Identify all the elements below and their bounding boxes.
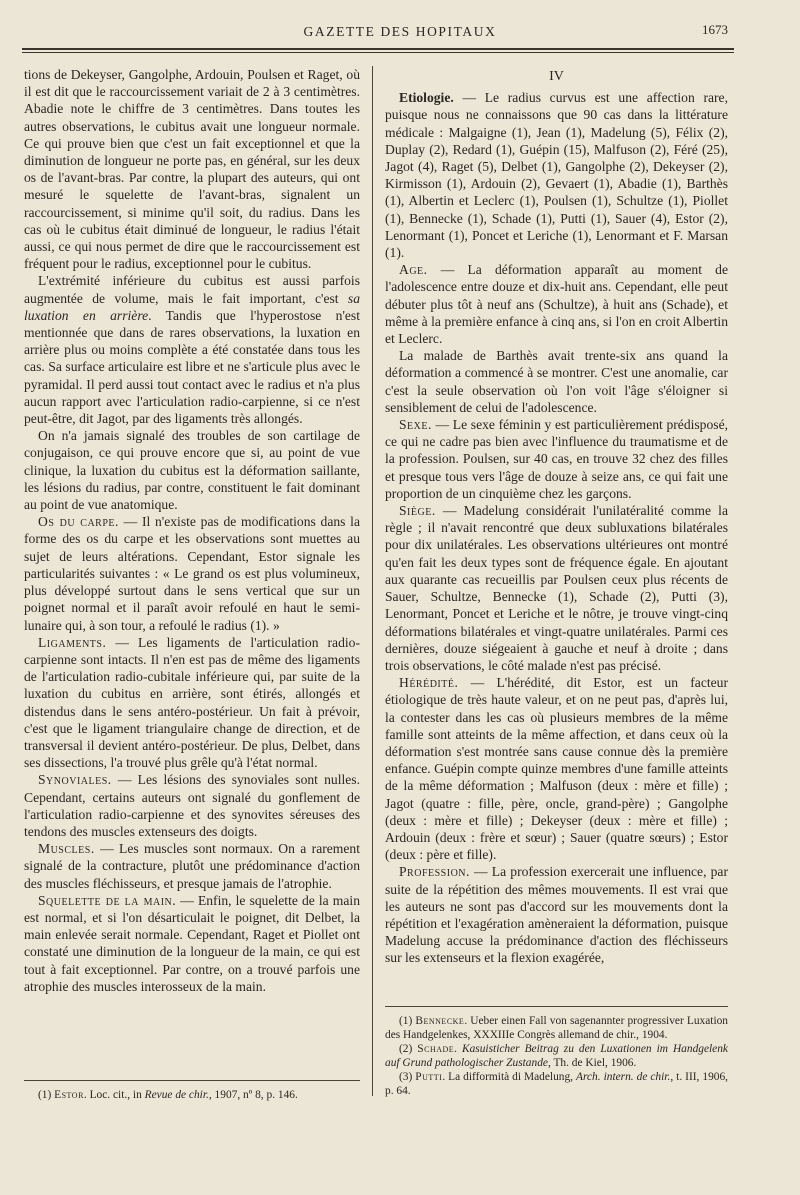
paragraph-heredite: Hérédité. — L'hérédité, dit Estor, est un facteur étiologique de très haute valeur, et on ne peut pas, d'après lui, la contester dans les cas où plusieurs membres de la même famille sont atteints de la même affection, et dans ceux où la déformation s'est montrée sans cause connue dès la première enfance. Guépin compte quinze membres d'une famille atteints de la même déformation ; Malfuson (deux : mère et fille) ; Jagot (quatre : fille, père, oncle, grand-père) ; Gangolphe (deux : mère et fille) ; Dekeyser (deux : mère et fille) ; Ardouin (deux : frère et sœur) ; Sauer (quatre sœurs) ; Estor (deux : père et fille). [385, 675, 728, 863]
footnote-rule-left [24, 1080, 360, 1081]
subsection-heading: Age. [399, 262, 428, 278]
footnote: (1) Estor. Loc. cit., in Revue de chir., 1907, nº 8, p. 146. [38, 1089, 298, 1101]
paragraph: La malade de Barthès avait trente-six ans quand la déformation a commencé à se montrer. C'est une anomalie, car c'est la seule observation où l'on voit l'âge s'éloigner si sensiblement de celui de l'adolescence. [385, 348, 728, 415]
header-rule-thin [22, 52, 734, 53]
journal-title: GAZETTE DES HOPITAUX [303, 24, 497, 39]
paragraph-profession: Profession. — La profession exercerait une influence, par suite de la répétition des mêmes mouvements. Il est vrai que les auteurs ne sont pas d'accord sur les mouvements dont la répétition et l'exagération amèneraient la déformation, puisque Madelung accuse la prédominance d'action des fléchisseurs sur les extenseurs et la flexion exagérée, [385, 864, 728, 966]
column-divider [372, 66, 373, 1096]
paragraph-siege: Siège. — Madelung considérait l'unilatéralité comme la règle ; il n'avait rencontré que deux subluxations bilatérales pour dix unilatérales. Les observations ultérieures ont montré qu'en fait les deux types sont de fréquence égale. En ajoutant aux quarante cas recueillis par Poulsen ceux plus récents de Sauer, Schultze, Bennecke (1), Schade (2), Putti (3), Lenormant, Poncet et Leriche et le nôtre, je trouve vingt-cinq déformations bilatérales et vingt-quatre unilatérales. Parmi ces dernières, douze siégeaient à gauche et neuf à droite ; dans trois observations, le côté malade n'est pas précisé. [385, 503, 728, 673]
footnote: (2) Schade. Kasuisticher Beitrag zu den Luxationen im Handgelenk auf Grund pathologischer Zustande, Th. de Kiel, 1906. [385, 1043, 728, 1069]
running-header [0, 22, 800, 46]
footnotes-right [385, 1014, 728, 1098]
footnotes-left [24, 1088, 360, 1102]
paragraph: tions de Dekeyser, Gangolphe, Ardouin, Poulsen et Raget, où il est dit que le raccourcissement variait de 2 à 3 centimètres. Abadie note le chiffre de 3 centimètres. Dans toutes les autres observations, le cubitus avait une longueur normale. Ce qui prouve bien que c'est un fait exceptionnel et que la diminution de longueur ne porte pas, en général, sur les deux os de l'avant-bras. Par contre, la plupart des auteurs, qui ont mesuré le squelette de l'avant-bras, signalent un raccourcissement, si minime qu'il soit, du radius. Dans les cas où le cubitus était diminué de longueur, le radius l'était aussi, ce qui nous permet de dire que le raccourcissement est fréquent pour le radius, exceptionnel pour le cubitus. [24, 67, 360, 272]
paragraph-muscles: Muscles. — Les muscles sont normaux. On a rarement signalé de la contracture, plutôt une prédominance d'action des muscles fléchisseurs, et presque jamais de l'atrophie. [24, 841, 360, 891]
subsection-heading: Sexe. [399, 417, 432, 433]
paragraph-age: Age. — La déformation apparaît au moment de l'adolescence entre douze et dix-huit ans. Cependant, elle peut débuter plus tôt à neuf ans (Schultze), à huit ans (Schade), et même à la première enfance à cinq ans, si l'on en croit Albertin et Leclerc. [385, 262, 728, 347]
paragraph-sexe: Sexe. — Le sexe féminin y est particulièrement prédisposé, ce qui ne cadre pas bien avec l'influence du traumatisme et de la profession. Poulsen, sur 40 cas, en trouve 32 chez des filles et presque tous vers l'âge de douze à seize ans, ce qui fait une proportion de un cinquième chez les garçons. [385, 417, 728, 501]
page-number: 1673 [702, 22, 728, 37]
paragraph-etiologie: Etiologie. — Le radius curvus est une affection rare, puisque nous ne connaissons que 90 cas dans la littérature médicale : Malgaigne (1), Jean (1), Madelung (5), Félix (2), Duplay (2), Redard (1), Guépin (15), Malfuson (2), Féré (25), Jagot (4), Raget (5), Delbet (1), Gangolphe (2), Dekeyser (2), Kirmisson (1), Ardouin (2), Gevaert (1), Abadie (1), Barthès (1), Albertin et Leclerc (1), Poulsen (1), Schultze (1), Piollet (1), Bennecke (1), Schade (1), Putti (1), Sauer (4), Estor (2), Lenormant (1), Poncet et Leriche (1), Lenormant et F. Marsan (1). [385, 90, 728, 261]
right-column [385, 66, 728, 967]
subsection-heading: Os du carpe. [38, 514, 119, 530]
section-heading: Etiologie. [399, 90, 454, 106]
footnote-rule-right [385, 1006, 728, 1007]
paragraph-squelette: Squelette de la main. — Enfin, le squelette de la main est normal, et si l'on désarticulait le poignet, dit Delbet, la main enlevée serait normale. Cependant, Raget et Piollet ont constaté une diminution de la longueur de la main, ce qui est tout à fait exceptionnel. Par contre, on a trouvé parfois une atrophie des muscles interosseux de la main. [24, 892, 360, 994]
footnote: (3) Putti. La difformità di Madelung, Arch. intern. de chir., t. III, 1906, p. 64. [385, 1071, 728, 1097]
header-rule [22, 48, 734, 50]
footnote: (1) Bennecke. Ueber einen Fall von sagenannter progressiver Luxation des Handgelenkes, XXXIIIe Congrès allemand de chir., 1904. [385, 1015, 728, 1041]
left-column [24, 66, 360, 995]
subsection-heading: Ligaments. [38, 634, 107, 650]
subsection-heading: Synoviales. [38, 772, 112, 788]
subsection-heading: Siège. [399, 503, 436, 519]
subsection-heading: Hérédité. [399, 675, 459, 691]
paragraph-os-du-carpe: Os du carpe. — Il n'existe pas de modifications dans la forme des os du carpe et les observations sont muettes au sujet de leurs altérations. Cependant, Estor signale les particularités suivantes : « Le grand os est plus volumineux, plus développé surtout dans le sens vertical que sur un poignet normal et il paraît avoir refoulé en haut le semi-lunaire qui, à son tour, a refoulé le radius (1). » [24, 514, 360, 633]
subsection-heading: Profession. [399, 864, 470, 880]
subsection-heading: Muscles. [38, 841, 95, 857]
section-number: IV [549, 69, 564, 84]
paragraph-synoviales: Synoviales. — Les lésions des synoviales sont nulles. Cependant, certains auteurs ont signalé du gonflement de l'articulation radio-carpienne et des synovites séreuses des tendons des muscles extenseurs des doigts. [24, 772, 360, 839]
paragraph: On n'a jamais signalé des troubles de son cartilage de conjugaison, ce qui prouve encore que si, au point de vue clinique, la luxation du cubitus est la déformation saillante, les lésions du radius, par contre, constituent le fait dominant au point de vue anatomique. [24, 428, 360, 513]
paragraph: L'extrémité inférieure du cubitus est aussi parfois augmentée de volume, mais le fait important, c'est sa luxation en arrière. Tandis que l'hyperostose n'est mentionnée que dans de rares observations, la luxation en arrière plus ou moins complète a été constatée dans tous les cas. Sa surface articulaire est libre et ne s'articule plus avec le pyramidal. Il perd aussi tout contact avec le radius et n'a plus aucun rapport avec l'articulation radio-carpienne, si ce n'est peut-être, dit Jagot, par des ligaments très allongés. [24, 273, 361, 427]
paragraph-ligaments: Ligaments. — Les ligaments de l'articulation radio-carpienne sont intacts. Il n'en est pas de même des ligaments de l'articulation radio-cubitale inférieure qui, par suite de la luxation du cubitus en arrière, sont étirés, allongés et distendus dans le sens antéro-postérieur. Un fait à prévoir, c'est que le ligament triangulaire change de direction, et de transversal il devient antéro-postérieur. De plus, Delbet, dans ses dissections, l'a trouvé plus grêle qu'à l'état normal. [24, 634, 360, 771]
subsection-heading: Squelette de la main. [38, 892, 177, 908]
